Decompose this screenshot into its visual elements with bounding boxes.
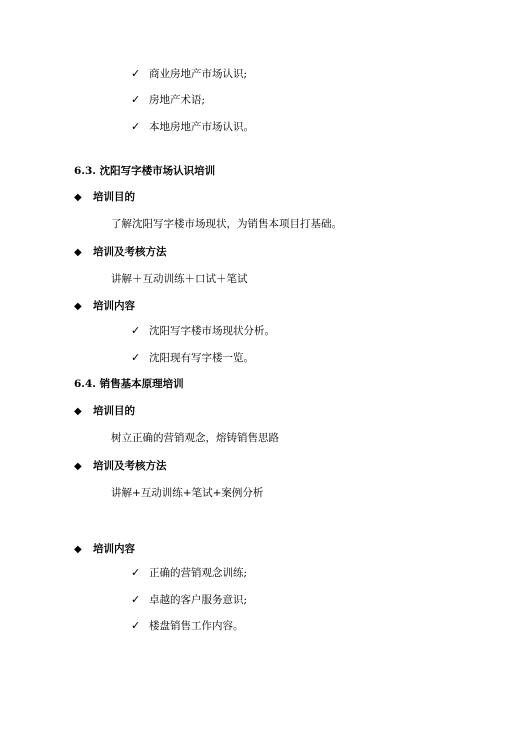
subheading-method: ◆ 培训及考核方法	[74, 246, 167, 258]
section-heading: 6.3. 沈阳写字楼市场认识培训	[74, 165, 216, 177]
list-item: ✓ 沈阳写字楼市场现状分析。	[131, 324, 275, 337]
subheading-method: ◆ 培训及考核方法	[74, 460, 167, 472]
paragraph: 讲解+互动训练+笔试+案例分析	[111, 487, 264, 499]
paragraph: 讲解＋互动训练＋口试＋笔试	[111, 273, 248, 285]
list-item: ✓ 正确的营销观念训练;	[131, 566, 248, 579]
checkmark-icon: ✓	[131, 593, 141, 606]
subheading-goal: ◆ 培训目的	[74, 405, 135, 417]
diamond-bullet-icon: ◆	[74, 544, 82, 555]
diamond-bullet-icon: ◆	[74, 406, 82, 417]
section-heading: 6.4. 销售基本原理培训	[74, 378, 184, 390]
diamond-bullet-icon: ◆	[74, 301, 82, 312]
checkmark-icon: ✓	[131, 566, 141, 579]
checkmark-icon: ✓	[131, 619, 141, 632]
checkmark-icon: ✓	[131, 351, 141, 364]
subheading-content: ◆ 培训内容	[74, 543, 135, 555]
paragraph: 了解沈阳写字楼市场现状，为销售本项目打基础。	[111, 218, 342, 230]
paragraph: 树立正确的营销观念，熔铸销售思路	[111, 432, 279, 444]
list-item: ✓ 商业房地产市场认识;	[131, 67, 248, 80]
checkmark-icon: ✓	[131, 67, 141, 80]
subheading-content: ◆ 培训内容	[74, 300, 135, 312]
list-item: ✓ 沈阳现有写字楼一览。	[131, 351, 254, 364]
diamond-bullet-icon: ◆	[74, 461, 82, 472]
checkmark-icon: ✓	[131, 120, 141, 133]
checkmark-icon: ✓	[131, 93, 141, 106]
checkmark-icon: ✓	[131, 324, 141, 337]
list-item: ✓ 房地产术语;	[131, 93, 206, 106]
list-item: ✓ 卓越的客户服务意识;	[131, 593, 248, 606]
list-item: ✓ 本地房地产市场认识。	[131, 120, 254, 133]
subheading-goal: ◆ 培训目的	[74, 191, 135, 203]
diamond-bullet-icon: ◆	[74, 247, 82, 258]
diamond-bullet-icon: ◆	[74, 192, 82, 203]
list-item: ✓ 楼盘销售工作内容。	[131, 619, 244, 632]
